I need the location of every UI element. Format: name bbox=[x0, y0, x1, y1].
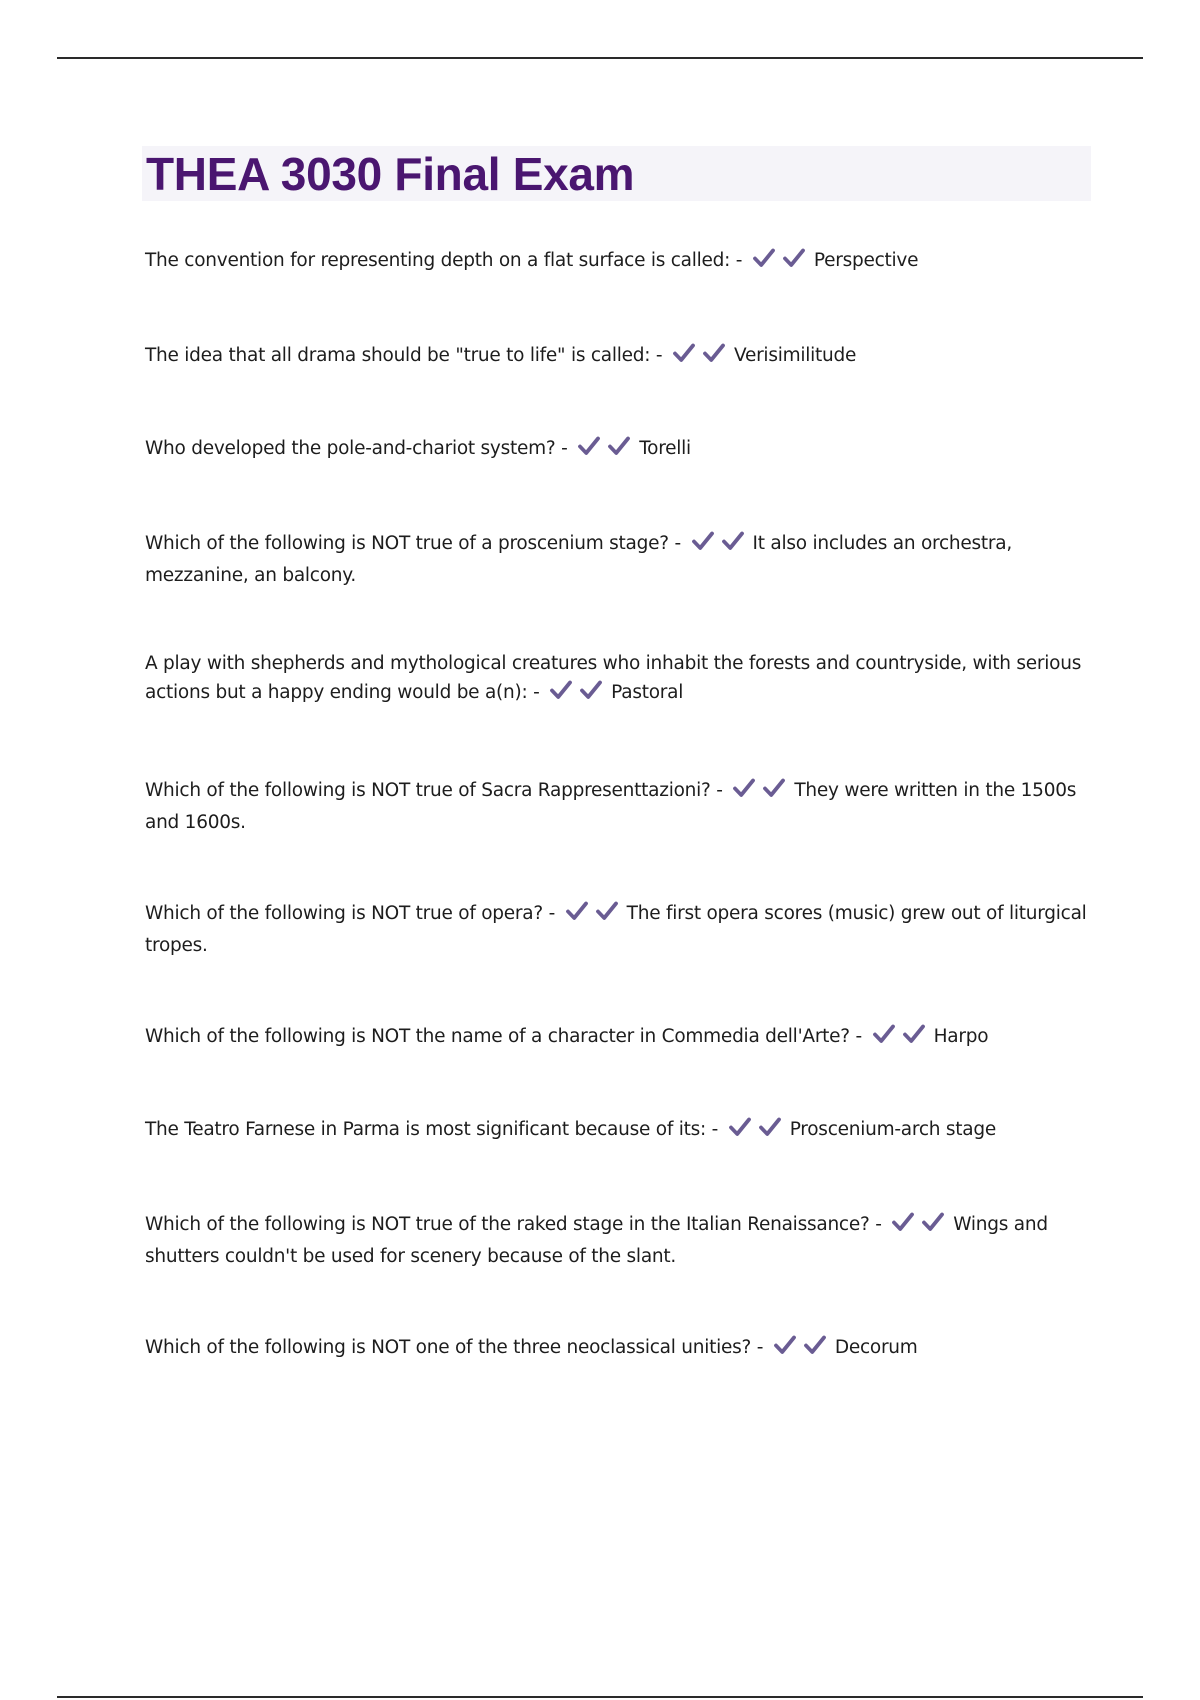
separator: - bbox=[875, 1214, 882, 1235]
qa-item bbox=[145, 434, 1090, 466]
question-text: Which of the following is NOT one of the three neoclassical unities? bbox=[145, 1337, 752, 1358]
separator: - bbox=[716, 780, 723, 801]
check-mark-icon bbox=[579, 679, 603, 701]
separator: - bbox=[548, 903, 556, 924]
check-marks bbox=[752, 247, 812, 278]
answer-text: The first opera scores (music) grew out of liturgical tropes. bbox=[145, 903, 1087, 956]
question-text: A play with shepherds and mythological creatures who inhabit the forests and countryside, with serious actions but a happy ending would be a(n): bbox=[145, 653, 1082, 703]
top-rule bbox=[57, 57, 1143, 59]
answer-text: Perspective bbox=[813, 250, 919, 271]
separator: - bbox=[533, 682, 540, 703]
check-marks bbox=[672, 342, 732, 373]
answer-text: They were written in the 1500s and 1600s. bbox=[145, 780, 1077, 833]
answer-text: Wings and shutters couldn't be used for scenery because of the slant. bbox=[145, 1214, 1048, 1267]
qa-item bbox=[145, 1333, 1090, 1365]
check-marks bbox=[728, 1116, 788, 1147]
answer-text: Proscenium-arch stage bbox=[789, 1119, 996, 1140]
check-mark-icon bbox=[607, 435, 631, 457]
check-mark-icon bbox=[728, 1116, 752, 1138]
check-marks bbox=[691, 530, 751, 561]
qa-item bbox=[145, 1022, 1090, 1054]
answer-text: Pastoral bbox=[611, 682, 684, 703]
question-text: Which of the following is NOT true of the raked stage in the Italian Renaissance? bbox=[145, 1214, 870, 1235]
separator: - bbox=[561, 438, 568, 459]
check-mark-icon bbox=[732, 777, 756, 799]
check-mark-icon bbox=[549, 679, 573, 701]
check-mark-icon bbox=[752, 247, 776, 269]
check-mark-icon bbox=[902, 1023, 926, 1045]
check-mark-icon bbox=[803, 1334, 827, 1356]
check-marks bbox=[732, 777, 792, 808]
check-marks bbox=[891, 1211, 951, 1242]
qa-item bbox=[145, 341, 1090, 373]
separator: - bbox=[674, 533, 681, 554]
qa-item bbox=[145, 899, 1090, 960]
question-text: Which of the following is NOT the name of a character in Commedia dell'Arte? bbox=[145, 1026, 850, 1047]
qa-item bbox=[145, 649, 1090, 710]
answer-text: Decorum bbox=[834, 1337, 918, 1358]
question-text: Who developed the pole-and-chariot system? bbox=[145, 438, 556, 459]
check-mark-icon bbox=[872, 1023, 896, 1045]
separator: - bbox=[855, 1026, 862, 1047]
check-mark-icon bbox=[691, 530, 715, 552]
check-mark-icon bbox=[595, 900, 619, 922]
check-marks bbox=[549, 679, 609, 710]
answer-text: Verisimilitude bbox=[733, 345, 857, 366]
separator: - bbox=[735, 250, 743, 271]
qa-item bbox=[145, 1115, 1090, 1147]
page-title: THEA 3030 Final Exam bbox=[146, 148, 635, 200]
check-mark-icon bbox=[672, 342, 696, 364]
separator: - bbox=[655, 345, 663, 366]
question-text: Which of the following is NOT true of opera? bbox=[145, 903, 543, 924]
question-text: Which of the following is NOT true of Sacra Rappresenttazioni? bbox=[145, 780, 711, 801]
qa-item bbox=[145, 1210, 1090, 1271]
check-marks bbox=[773, 1334, 833, 1365]
check-mark-icon bbox=[565, 900, 589, 922]
question-text: The convention for representing depth on a flat surface is called: bbox=[145, 250, 731, 271]
qa-item bbox=[145, 776, 1090, 837]
separator: - bbox=[711, 1119, 719, 1140]
check-mark-icon bbox=[921, 1211, 945, 1233]
qa-item bbox=[145, 246, 1090, 278]
qa-item bbox=[145, 529, 1090, 590]
question-text: The idea that all drama should be "true to life" is called: bbox=[145, 345, 651, 366]
check-mark-icon bbox=[773, 1334, 797, 1356]
check-mark-icon bbox=[891, 1211, 915, 1233]
check-mark-icon bbox=[758, 1116, 782, 1138]
answer-text: Harpo bbox=[933, 1026, 989, 1047]
question-text: The Teatro Farnese in Parma is most significant because of its: bbox=[145, 1119, 706, 1140]
question-text: Which of the following is NOT true of a proscenium stage? bbox=[145, 533, 669, 554]
check-mark-icon bbox=[762, 777, 786, 799]
answer-text: Torelli bbox=[639, 438, 691, 459]
check-mark-icon bbox=[782, 247, 806, 269]
check-mark-icon bbox=[721, 530, 745, 552]
check-mark-icon bbox=[577, 435, 601, 457]
check-marks bbox=[872, 1023, 932, 1054]
check-mark-icon bbox=[702, 342, 726, 364]
bottom-rule bbox=[57, 1696, 1143, 1698]
check-marks bbox=[565, 900, 625, 931]
check-marks bbox=[577, 435, 637, 466]
separator: - bbox=[756, 1337, 764, 1358]
answer-text: It also includes an orchestra, mezzanine, an balcony. bbox=[145, 533, 1012, 586]
